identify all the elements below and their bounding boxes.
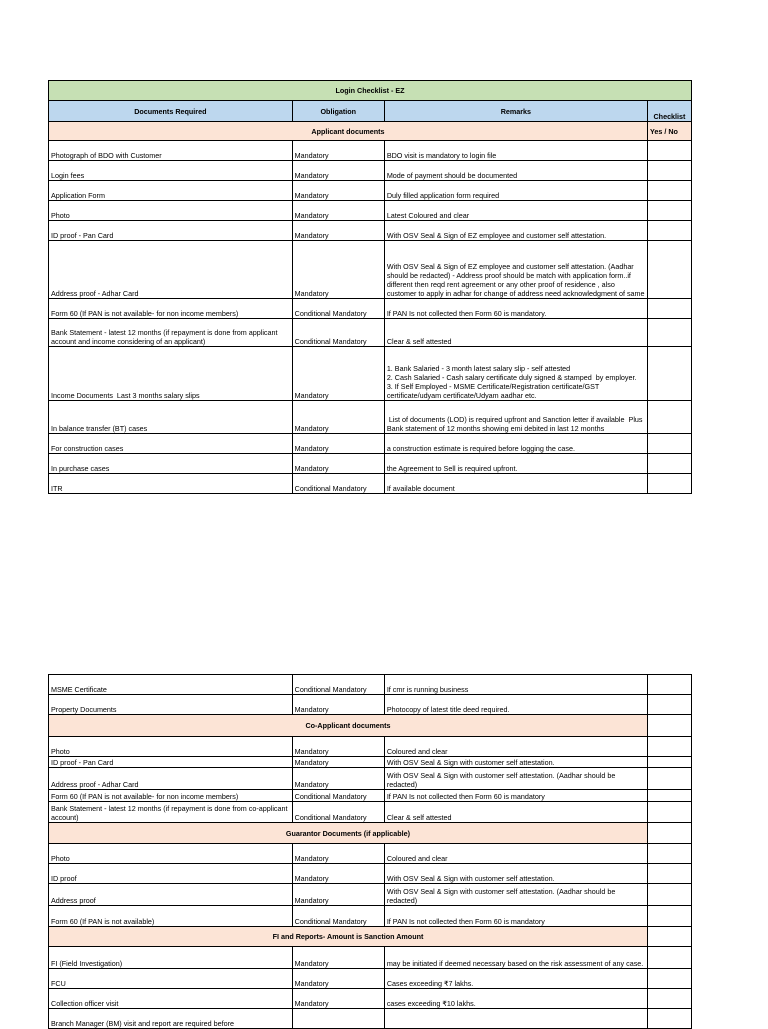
table-row — [49, 454, 692, 474]
table-row — [49, 141, 692, 161]
table-row — [49, 737, 692, 757]
obligation-cell: Mandatory — [292, 844, 384, 864]
table-row — [49, 864, 692, 884]
remarks-cell: may be initiated if deemed necessary based on the risk assessment of any case. — [384, 947, 647, 969]
obligation-cell — [292, 1009, 384, 1029]
remarks-cell: Mode of payment should be documented — [384, 161, 647, 181]
obligation-cell: Mandatory — [292, 347, 384, 401]
checklist-cell[interactable] — [647, 454, 691, 474]
table-row — [49, 434, 692, 454]
table-row — [49, 969, 692, 989]
table-row — [49, 675, 692, 695]
document-cell: Login fees — [49, 161, 293, 181]
document-cell: ID proof - Pan Card — [49, 757, 293, 768]
remarks-cell: With OSV Seal & Sign of EZ employee and customer self attestation. (Aadhar should be redacted) - Address proof should be match with application form..if different then reqd rent agreement or any other proof of residence , also customer to apply in adhar for change of address need acknowledgment of same — [384, 241, 647, 299]
table-row — [49, 181, 692, 201]
document-cell: ITR — [49, 474, 293, 494]
document-cell: FCU — [49, 969, 293, 989]
remarks-cell: Coloured and clear — [384, 737, 647, 757]
checklist-cell[interactable] — [647, 947, 691, 969]
obligation-cell: Conditional Mandatory — [292, 906, 384, 927]
checklist-cell[interactable] — [647, 161, 691, 181]
remarks-cell: a construction estimate is required before logging the case. — [384, 434, 647, 454]
table-row — [49, 790, 692, 802]
document-cell: FI (Field Investigation) — [49, 947, 293, 969]
header-remarks: Remarks — [384, 101, 647, 122]
table-row — [49, 884, 692, 906]
section-co-applicant-documents: Co-Applicant documents — [49, 715, 648, 737]
remarks-cell: If available document — [384, 474, 647, 494]
checklist-cell[interactable] — [647, 1009, 691, 1029]
checklist-cell[interactable] — [647, 319, 691, 347]
obligation-cell: Conditional Mandatory — [292, 474, 384, 494]
document-cell: Bank Statement - latest 12 months (if repayment is done from co-applicant account) — [49, 802, 293, 823]
obligation-cell: Mandatory — [292, 241, 384, 299]
remarks-cell: Latest Coloured and clear — [384, 201, 647, 221]
document-cell: Bank Statement - latest 12 months (if repayment is done from applicant account and income considering of an applicant) — [49, 319, 293, 347]
remarks-cell: With OSV Seal & Sign with customer self attestation. — [384, 864, 647, 884]
section-fi-and-reports: FI and Reports- Amount is Sanction Amount — [49, 927, 648, 947]
document-cell: Photograph of BDO with Customer — [49, 141, 293, 161]
document-cell: Collection officer visit — [49, 989, 293, 1009]
header-obligation: Obligation — [292, 101, 384, 122]
obligation-cell: Mandatory — [292, 401, 384, 434]
obligation-cell: Mandatory — [292, 969, 384, 989]
checklist-cell — [647, 715, 691, 737]
obligation-cell: Mandatory — [292, 141, 384, 161]
checklist-cell — [647, 823, 691, 844]
obligation-cell: Conditional Mandatory — [292, 299, 384, 319]
table-row — [49, 347, 692, 401]
remarks-cell: Coloured and clear — [384, 844, 647, 864]
checklist-cell[interactable] — [647, 768, 691, 790]
header-documents-required: Documents Required — [49, 101, 293, 122]
checklist-cell[interactable] — [647, 864, 691, 884]
document-cell: Application Form — [49, 181, 293, 201]
document-cell: Photo — [49, 201, 293, 221]
checklist-cell[interactable] — [647, 474, 691, 494]
table-row — [49, 221, 692, 241]
checklist-cell[interactable] — [647, 241, 691, 299]
checklist-cell[interactable] — [647, 802, 691, 823]
document-cell: Address proof - Adhar Card — [49, 768, 293, 790]
document-cell: Branch Manager (BM) visit and report are required before — [49, 1009, 293, 1029]
table-row — [49, 299, 692, 319]
obligation-cell: Mandatory — [292, 695, 384, 715]
table-row — [49, 906, 692, 927]
document-cell: ID proof - Pan Card — [49, 221, 293, 241]
checklist-cell[interactable] — [647, 347, 691, 401]
obligation-cell: Mandatory — [292, 181, 384, 201]
checklist-cell[interactable] — [647, 181, 691, 201]
checklist-cell[interactable] — [647, 675, 691, 695]
checklist-cell[interactable] — [647, 969, 691, 989]
remarks-cell: If PAN Is not collected then Form 60 is mandatory — [384, 790, 647, 802]
checklist-cell[interactable] — [647, 906, 691, 927]
obligation-cell: Mandatory — [292, 454, 384, 474]
obligation-cell: Mandatory — [292, 989, 384, 1009]
login-checklist-table-page1 — [48, 80, 692, 494]
remarks-cell: Cases exceeding ₹7 lakhs. — [384, 969, 647, 989]
checklist-cell[interactable] — [647, 434, 691, 454]
table-row — [49, 319, 692, 347]
table-row — [49, 1009, 692, 1029]
remarks-cell: Photocopy of latest title deed required. — [384, 695, 647, 715]
obligation-cell: Conditional Mandatory — [292, 802, 384, 823]
checklist-yes-no-label: Yes / No — [647, 122, 691, 141]
remarks-cell: If cmr is running business — [384, 675, 647, 695]
document-cell: Form 60 (If PAN is not available- for non income members) — [49, 299, 293, 319]
table-row — [49, 241, 692, 299]
remarks-cell: If PAN Is not collected then Form 60 is mandatory — [384, 906, 647, 927]
remarks-cell: Duly filled application form required — [384, 181, 647, 201]
remarks-cell: List of documents (LOD) is required upfront and Sanction letter if available Plus Bank statement of 12 months showing emi debited in last 12 months — [384, 401, 647, 434]
document-cell: Income Documents Last 3 months salary slips — [49, 347, 293, 401]
checklist-cell[interactable] — [647, 884, 691, 906]
table-row — [49, 989, 692, 1009]
checklist-cell — [647, 927, 691, 947]
login-checklist-table-page2 — [48, 674, 692, 1029]
obligation-cell: Mandatory — [292, 947, 384, 969]
checklist-cell[interactable] — [647, 989, 691, 1009]
document-cell: MSME Certificate — [49, 675, 293, 695]
remarks-cell: With OSV Seal & Sign of EZ employee and customer self attestation. — [384, 221, 647, 241]
document-cell: In purchase cases — [49, 454, 293, 474]
remarks-cell — [384, 1009, 647, 1029]
remarks-cell: BDO visit is mandatory to login file — [384, 141, 647, 161]
remarks-cell: With OSV Seal & Sign with customer self attestation. — [384, 757, 647, 768]
table-row — [49, 695, 692, 715]
table-row — [49, 201, 692, 221]
checklist-cell[interactable] — [647, 757, 691, 768]
table-row — [49, 844, 692, 864]
document-cell: In balance transfer (BT) cases — [49, 401, 293, 434]
remarks-cell: 1. Bank Salaried - 3 month latest salary slip - self attested 2. Cash Salaried - Cash salary certificate duly signed & stamped by employer. 3. If Self Employed - MSME Certificate/Registration certificate/GST certificate/udyam certificate/Udyam aadhar etc. — [384, 347, 647, 401]
table-row — [49, 161, 692, 181]
checklist-cell[interactable] — [647, 844, 691, 864]
table-row — [49, 947, 692, 969]
checklist-cell[interactable] — [647, 401, 691, 434]
document-cell: Property Documents — [49, 695, 293, 715]
document-cell: Form 60 (If PAN is not available- for non income members) — [49, 790, 293, 802]
remarks-cell: Clear & self attested — [384, 802, 647, 823]
header-checklist: Checklist — [647, 101, 691, 122]
remarks-cell: With OSV Seal & Sign with customer self attestation. (Aadhar should be redacted) — [384, 884, 647, 906]
checklist-cell[interactable] — [647, 737, 691, 757]
checklist-cell[interactable] — [647, 790, 691, 802]
obligation-cell: Mandatory — [292, 768, 384, 790]
document-cell: Form 60 (If PAN is not available) — [49, 906, 293, 927]
checklist-cell[interactable] — [647, 695, 691, 715]
checklist-cell[interactable] — [647, 141, 691, 161]
obligation-cell: Conditional Mandatory — [292, 675, 384, 695]
checklist-cell[interactable] — [647, 221, 691, 241]
obligation-cell: Conditional Mandatory — [292, 319, 384, 347]
document-cell: Address proof — [49, 884, 293, 906]
document-cell: Photo — [49, 737, 293, 757]
sheet-title: Login Checklist - EZ — [49, 81, 692, 101]
checklist-cell[interactable] — [647, 299, 691, 319]
document-cell: Address proof - Adhar Card — [49, 241, 293, 299]
table-row — [49, 802, 692, 823]
document-cell: For construction cases — [49, 434, 293, 454]
checklist-cell[interactable] — [647, 201, 691, 221]
remarks-cell: Clear & self attested — [384, 319, 647, 347]
section-applicant-documents: Applicant documents — [49, 122, 648, 141]
remarks-cell: the Agreement to Sell is required upfront. — [384, 454, 647, 474]
obligation-cell: Mandatory — [292, 221, 384, 241]
remarks-cell: With OSV Seal & Sign with customer self attestation. (Aadhar should be redacted) — [384, 768, 647, 790]
obligation-cell: Mandatory — [292, 757, 384, 768]
obligation-cell: Mandatory — [292, 201, 384, 221]
obligation-cell: Mandatory — [292, 434, 384, 454]
section-guarantor-documents: Guarantor Documents (if applicable) — [49, 823, 648, 844]
table-row — [49, 768, 692, 790]
obligation-cell: Conditional Mandatory — [292, 790, 384, 802]
document-cell: Photo — [49, 844, 293, 864]
table-row — [49, 757, 692, 768]
remarks-cell: If PAN Is not collected then Form 60 is mandatory. — [384, 299, 647, 319]
obligation-cell: Mandatory — [292, 884, 384, 906]
remarks-cell: cases exceeding ₹10 lakhs. — [384, 989, 647, 1009]
table-row — [49, 474, 692, 494]
table-row — [49, 401, 692, 434]
document-cell: ID proof — [49, 864, 293, 884]
obligation-cell: Mandatory — [292, 737, 384, 757]
obligation-cell: Mandatory — [292, 864, 384, 884]
obligation-cell: Mandatory — [292, 161, 384, 181]
